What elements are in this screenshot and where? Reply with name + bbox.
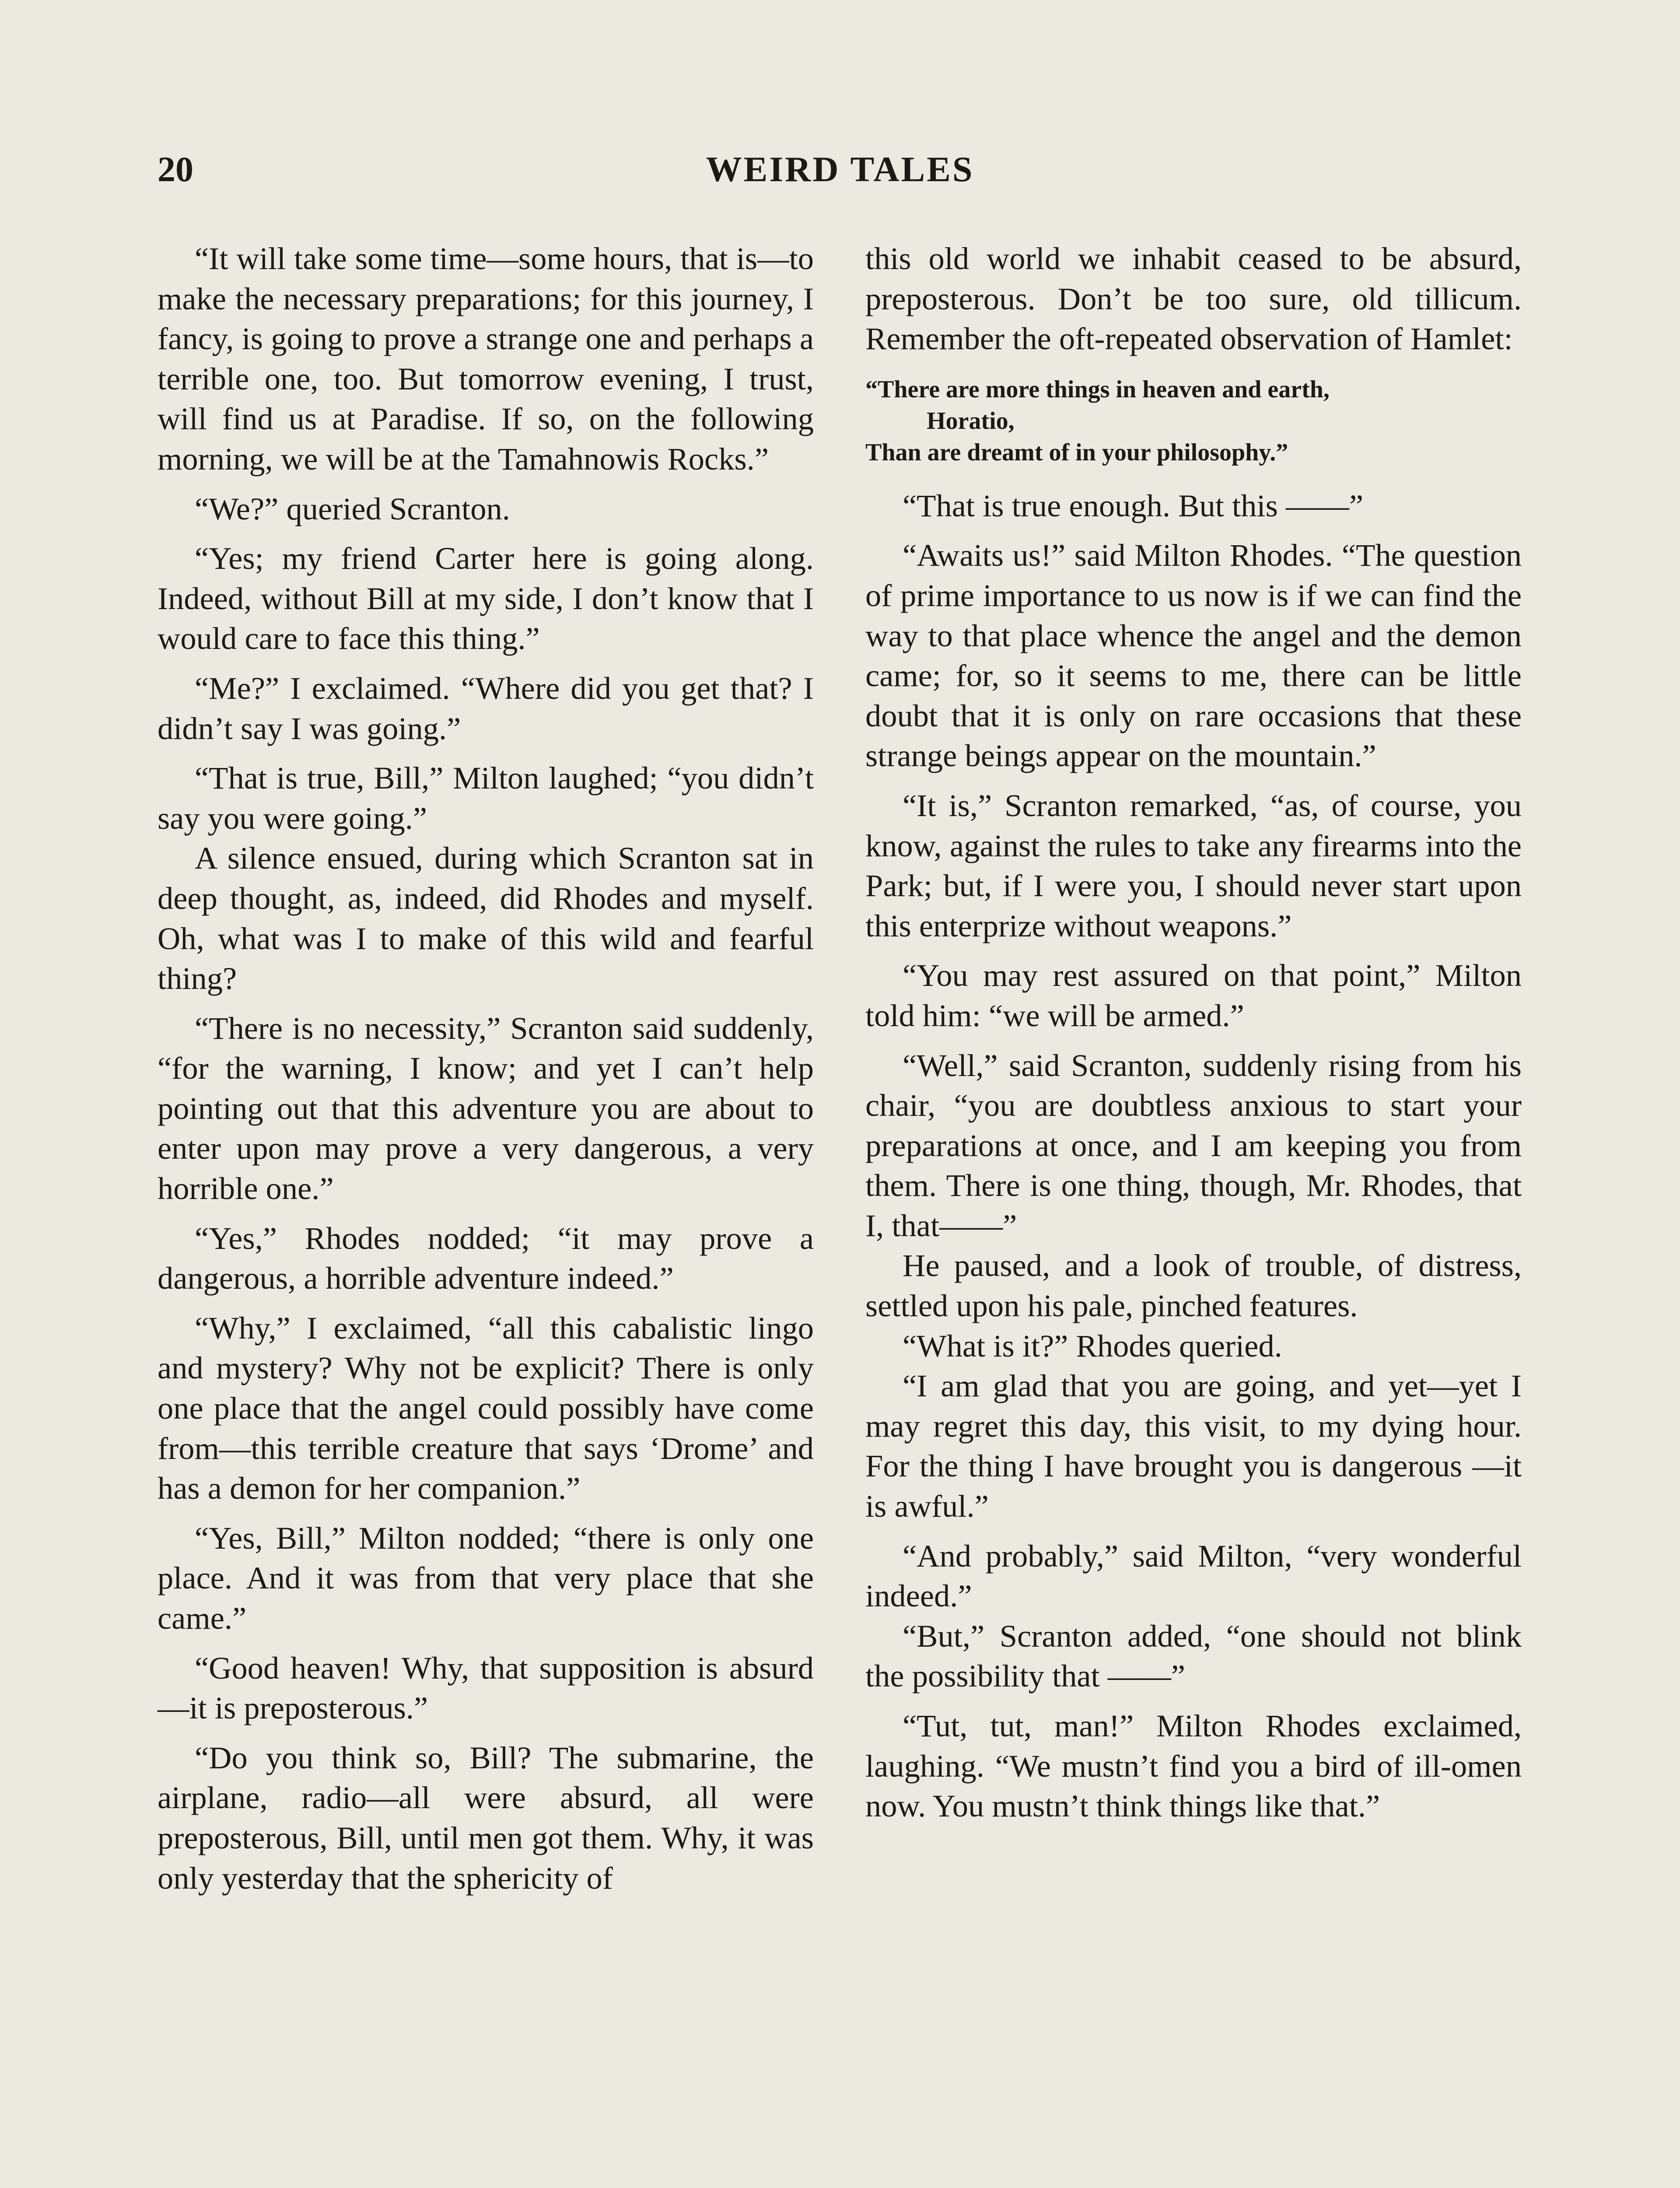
paragraph: “Yes; my friend Carter here is going along. Indeed, without Bill at my side, I don’t know that I would care to face this thing.” (158, 540, 814, 656)
paragraph: “That is true, Bill,” Milton laughed; “you didn’t say you were going.” (158, 760, 814, 836)
hamlet-quotation (865, 374, 1522, 468)
paragraph: “Why,” I exclaimed, “all this cabalistic lingo and mystery? Why not be explicit? There is only one place that the angel could possibly have come from—this terrible creature that says ‘Drome’ and has a demon for her companion.” (158, 1310, 814, 1506)
paragraph-continuation: this old world we inhabit ceased to be absurd, preposterous. Don’t be too sure, old tillicum. Remember the oft-repeated observation of Hamlet: (865, 241, 1522, 357)
paragraph: “Awaits us!” said Milton Rhodes. “The question of prime importance to us now is if we can find the way to that place whence the angel and the demon came; for, so it seems to me, there can be little doubt that it is only on rare occasions that these strange beings appear on the mountain.” (865, 537, 1522, 774)
paragraph: “Do you think so, Bill? The submarine, the airplane, radio—all were absurd, all were preposterous, Bill, until men got them. Why, it was only yesterday that the sphericity of (158, 1739, 814, 1896)
left-column (158, 238, 814, 1898)
paragraph: “Well,” said Scranton, suddenly rising from his chair, “you are doubtless anxious to start your preparations at once, and I am keeping you from them. There is one thing, though, Mr. Rhodes, that I, that——” (865, 1047, 1522, 1243)
verse-line: Than are dreamt of in your philosophy.” (865, 438, 1288, 466)
paragraph: “What is it?” Rhodes queried. (903, 1328, 1282, 1364)
right-column (865, 238, 1522, 1826)
page-number: 20 (158, 149, 193, 189)
paragraph: “Me?” I exclaimed. “Where did you get that? I didn’t say I was going.” (158, 670, 814, 746)
paragraph: He paused, and a look of trouble, of distress, settled upon his pale, pinched features. (865, 1248, 1522, 1324)
page-header (158, 149, 1522, 197)
paragraph: “Yes, Bill,” Milton nodded; “there is only one place. And it was from that very place that she came.” (158, 1520, 814, 1636)
paragraph: “It is,” Scranton remarked, “as, of course, you know, against the rules to take any firearms into the Park; but, if I were you, I should never start upon this enterprize without weapons.” (865, 787, 1522, 943)
verse-line: “There are more things in heaven and earth, (865, 375, 1330, 403)
paragraph: “It will take some time—some hours, that is—to make the necessary preparations; for this journey, I fancy, is going to prove a strange one and perhaps a terrible one, too. But tomorrow evening, I trust, will find us at Paradise. If so, on the following morning, we will be at the Tamahnowis Rocks.” (158, 241, 814, 477)
paragraph: “You may rest assured on that point,” Milton told him: “we will be armed.” (865, 957, 1522, 1033)
paragraph: “Good heaven! Why, that supposition is absurd—it is preposterous.” (158, 1650, 814, 1726)
verse-line: Horatio, (927, 407, 1015, 435)
paragraph: “And probably,” said Milton, “very wonderful indeed.” (865, 1538, 1522, 1614)
paragraph: “We?” queried Scranton. (195, 491, 510, 526)
paragraph: “There is no necessity,” Scranton said suddenly, “for the warning, I know; and yet I can’t help pointing out that this adventure you are about to enter upon may prove a very dangerous, a very horrible one.” (158, 1010, 814, 1206)
paragraph: A silence ensued, during which Scranton sat in deep thought, as, indeed, did Rhodes and myself. Oh, what was I to make of this wild and fearful thing? (158, 840, 814, 996)
paragraph: “I am glad that you are going, and yet—yet I may regret this day, this visit, to my dying hour. For the thing I have brought you is dangerous —it is awful.” (865, 1368, 1522, 1524)
paragraph: “That is true enough. But this ——” (903, 487, 1364, 523)
paragraph: “But,” Scranton added, “one should not blink the possibility that ——” (865, 1618, 1522, 1694)
running-title: WEIRD TALES (706, 149, 974, 189)
paragraph: “Tut, tut, man!” Milton Rhodes exclaimed, laughing. “We mustn’t find you a bird of ill-omen now. You mustn’t think things like that.” (865, 1708, 1522, 1824)
paragraph: “Yes,” Rhodes nodded; “it may prove a dangerous, a horrible adventure indeed.” (158, 1220, 814, 1296)
